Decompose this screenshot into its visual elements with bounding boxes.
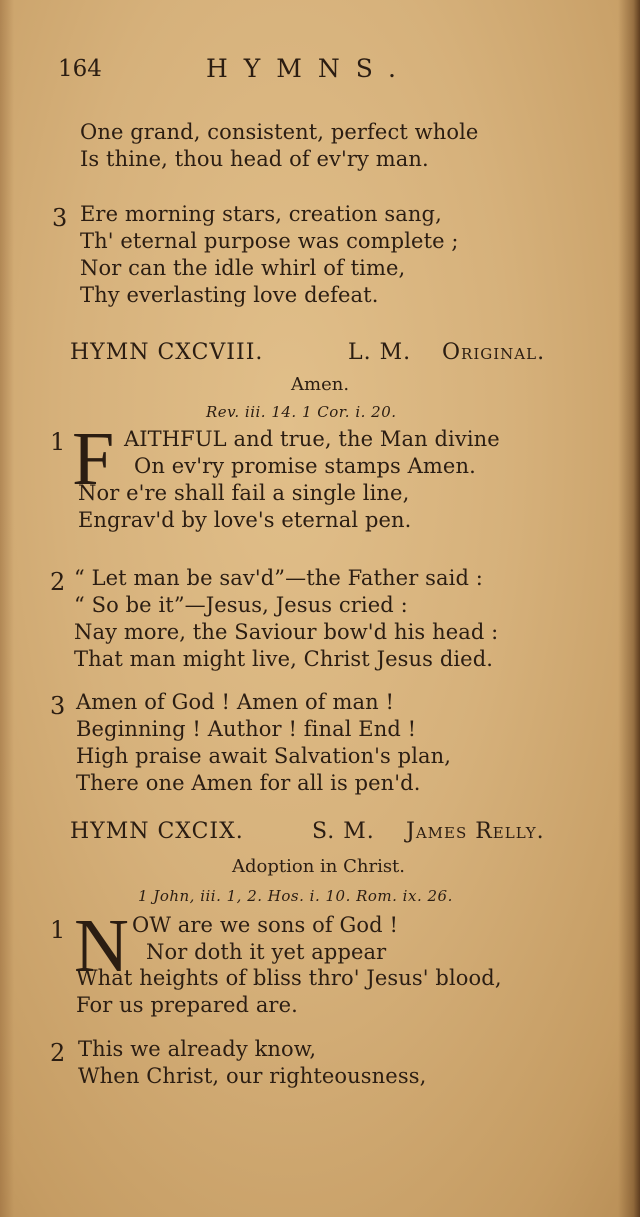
stanza-number: 1 (50, 916, 66, 944)
stanza-line: Engrav'd by love's eternal pen. (78, 508, 412, 532)
stanza-line: Is thine, thou head of ev'ry man. (80, 147, 429, 171)
hymn-heading: HYMN CXCVIII. (70, 340, 264, 365)
hymn-meter: S. M. (312, 819, 375, 844)
stanza-line: Amen of God ! Amen of man ! (76, 690, 395, 714)
stanza-line: Nay more, the Saviour bow'd his head : (74, 620, 499, 644)
stanza-line: On ev'ry promise stamps Amen. (134, 454, 476, 478)
stanza-line: “ Let man be sav'd”—the Father said : (74, 566, 483, 590)
hymn-subtitle: Amen. (291, 374, 350, 395)
stanza-line: Thy everlasting love defeat. (80, 283, 379, 307)
stanza-number: 3 (52, 204, 68, 232)
stanza-line: What heights of bliss thro' Jesus' blood, (76, 966, 502, 990)
stanza-line: When Christ, our righteousness, (78, 1064, 427, 1088)
stanza-line: OW are we sons of God ! (132, 913, 398, 937)
stanza-number: 3 (50, 692, 66, 720)
stanza-line: This we already know, (78, 1037, 317, 1061)
page-gutter-shadow (0, 0, 14, 1217)
scripture-references: Rev. iii. 14. 1 Cor. i. 20. (206, 403, 397, 421)
running-head: HYMNS. (206, 54, 412, 83)
hymn-heading: HYMN CXCIX. (70, 819, 244, 844)
hymn-author: Original. (442, 340, 546, 365)
stanza-line: There one Amen for all is pen'd. (76, 771, 421, 795)
hymn-subtitle: Adoption in Christ. (232, 856, 406, 877)
scripture-references: 1 John, iii. 1, 2. Hos. i. 10. Rom. ix. 26. (138, 887, 453, 905)
stanza-line: High praise await Salvation's plan, (76, 744, 452, 768)
stanza-line: Nor can the idle whirl of time, (80, 256, 406, 280)
stanza-line: Beginning ! Author ! final End ! (76, 717, 417, 741)
stanza-line: One grand, consistent, perfect whole (80, 120, 479, 144)
stanza-line: Th' eternal purpose was complete ; (80, 229, 459, 253)
hymn-meter: L. M. (348, 340, 412, 365)
stanza-number: 1 (50, 428, 66, 456)
drop-capital: F (72, 417, 115, 501)
stanza-line: That man might live, Christ Jesus died. (74, 647, 494, 671)
stanza-number: 2 (50, 1039, 66, 1067)
stanza-line: Nor doth it yet appear (146, 940, 387, 964)
stanza-line: AITHFUL and true, the Man divine (124, 427, 500, 451)
stanza-line: Nor e're shall fail a single line, (78, 481, 410, 505)
drop-capital: N (74, 904, 129, 988)
stanza-line: Ere morning stars, creation sang, (80, 202, 442, 226)
page-edge-shadow (618, 0, 640, 1217)
stanza-number: 2 (50, 568, 66, 596)
hymn-author: James Relly. (406, 819, 545, 844)
page-number: 164 (58, 56, 102, 82)
stanza-line: For us prepared are. (76, 993, 298, 1017)
stanza-line: “ So be it”—Jesus, Jesus cried : (74, 593, 408, 617)
